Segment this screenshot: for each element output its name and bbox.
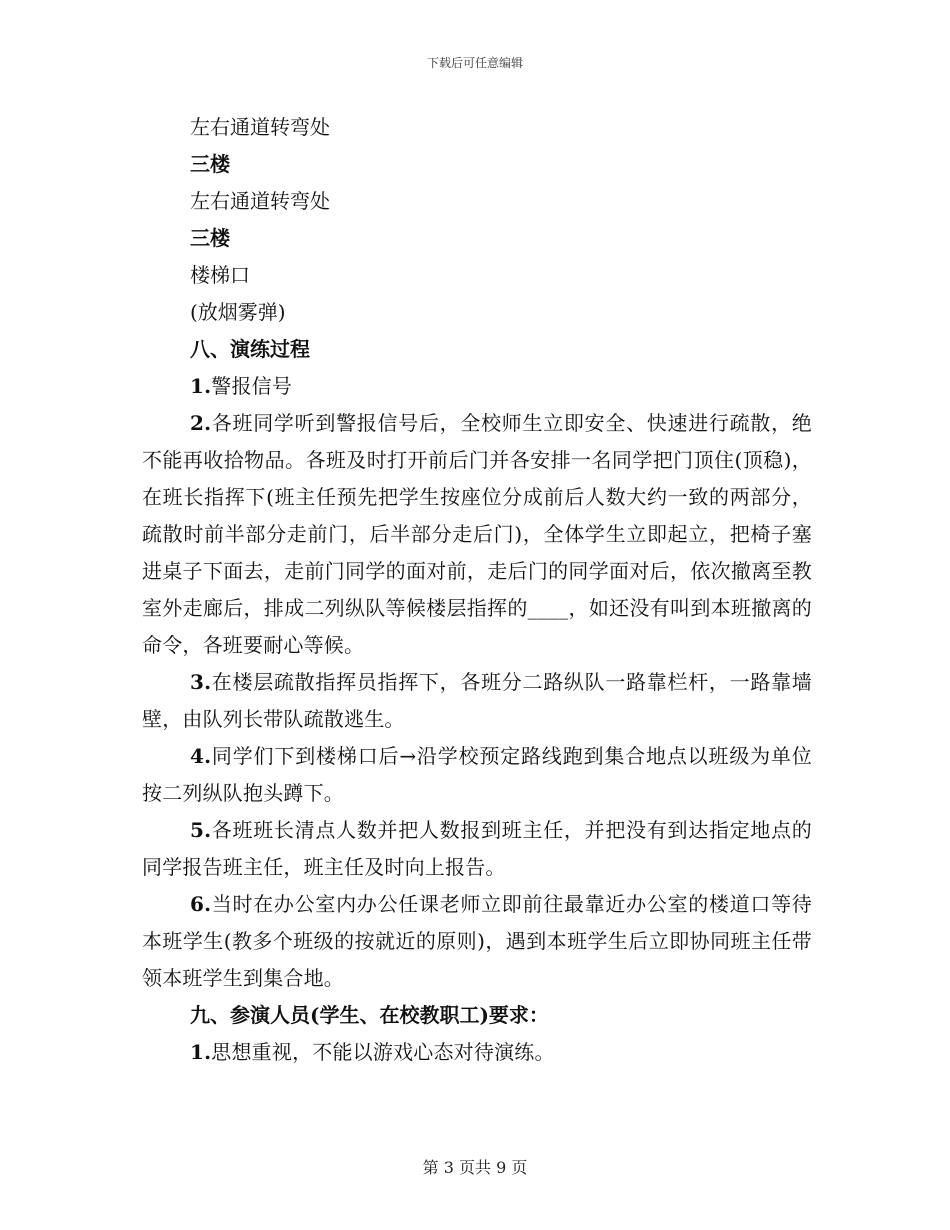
floor-label: 三楼 xyxy=(190,152,230,176)
page-header: 下载后可任意编辑 xyxy=(426,56,523,70)
process-item-4 xyxy=(142,738,812,812)
process-item-5 xyxy=(142,812,812,886)
process-item-3 xyxy=(142,664,812,738)
item-number: 3. xyxy=(190,670,212,694)
location-note: (放烟雾弹) xyxy=(190,300,286,324)
item-number: 4. xyxy=(190,744,212,768)
item-text: 同学们下到楼梯口后→沿学校预定路线跑到集合地点以班级为单位按二列纵队抱头蹲下。 xyxy=(142,744,812,805)
location-line: 左右通道转弯处 xyxy=(190,189,330,213)
item-number: 2. xyxy=(190,411,212,435)
item-text: 警报信号 xyxy=(211,374,293,398)
process-item-1 xyxy=(142,368,812,405)
location-line: 楼梯口 xyxy=(190,263,250,287)
item-number: 1. xyxy=(190,374,212,398)
page-footer: 第 3 页共 9 页 xyxy=(422,1158,528,1177)
item-text: 思想重视，不能以游戏心态对待演练。 xyxy=(211,1040,555,1064)
item-text: 各班班长清点人数并把人数报到班主任，并把没有到达指定地点的同学报告班主任，班主任及时向上报告。 xyxy=(142,818,812,879)
document-body xyxy=(142,109,812,1071)
item-number: 1. xyxy=(190,1040,212,1064)
section-heading-9: 九、参演人员(学生、在校教职工)要求： xyxy=(190,1003,549,1027)
location-line: 左右通道转弯处 xyxy=(190,115,330,139)
item-text: 当时在办公室内办公任课老师立即前往最靠近办公室的楼道口等待本班学生(教多个班级的按就近的原则)，遇到本班学生后立即协同班主任带领本班学生到集合地。 xyxy=(142,892,812,990)
section-heading-8: 八、演练过程 xyxy=(190,337,310,361)
process-item-6 xyxy=(142,886,812,997)
item-number: 5. xyxy=(190,818,212,842)
item-text: 在楼层疏散指挥员指挥下，各班分二路纵队一路靠栏杆，一路靠墙壁，由队列长带队疏散逃生。 xyxy=(142,670,812,731)
process-item-2 xyxy=(142,405,812,664)
floor-label: 三楼 xyxy=(190,226,230,250)
requirement-item-1 xyxy=(142,1034,812,1071)
item-text: 各班同学听到警报信号后，全校师生立即安全、快速进行疏散，绝不能再收拾物品。各班及时打开前后门并各安排一名同学把门顶住(顶稳)，在班长指挥下(班主任预先把学生按座位分成前后人数大约一致的两部分，疏散时前半部分走前门，后半部分走后门)，全体学生立即起立，把椅子塞进桌子下面去，走前门同学的面对前，走后门的同学面对后，依次撤离至教室外走廊后，排成二列纵队等候楼层指挥的____，如还没有叫到本班撤离的命令，各班要耐心等候。 xyxy=(142,411,812,657)
item-number: 6. xyxy=(190,892,212,916)
